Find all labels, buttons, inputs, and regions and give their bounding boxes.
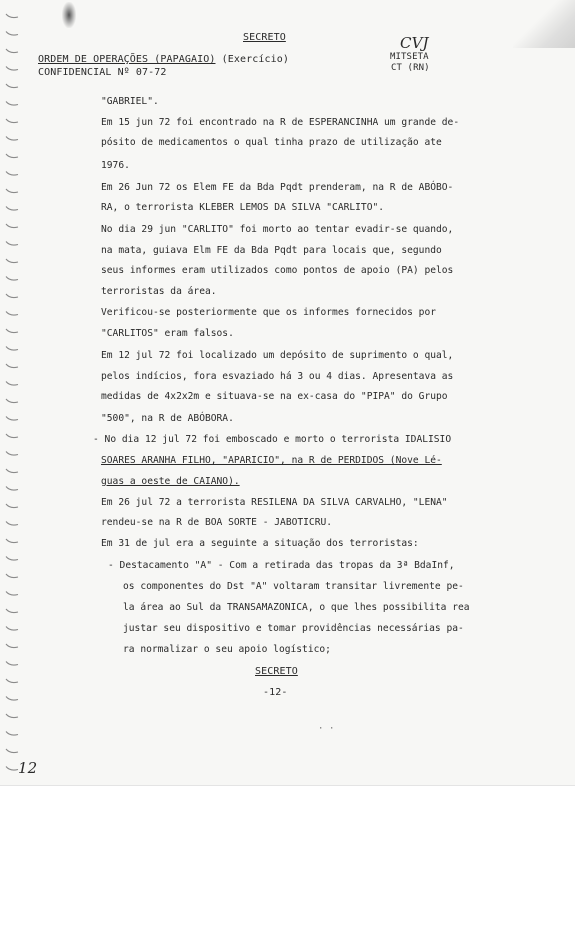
body-line: Verificou-se posteriormente que os informes fornecidos por (101, 307, 437, 318)
body-line: Em 26 Jun 72 os Elem FE da Bda Pqdt prenderam, na R de ABÓBO- (101, 182, 454, 193)
binder-hole-mark (6, 522, 18, 526)
document-title-suffix: (Exercício) (215, 54, 289, 65)
binder-hole-mark (6, 487, 18, 491)
binder-hole-mark (6, 207, 18, 211)
binder-hole-mark (6, 137, 18, 141)
body-line: seus informes eram utilizados como pontos de apoio (PA) pelos (101, 265, 454, 276)
page-number: -12- (263, 687, 288, 698)
body-line: SOARES ARANHA FILHO, "APARICIO", na R de PERDIDOS (Nove Lé- (101, 455, 442, 466)
body-line: pelos indícios, fora esvaziado há 3 ou 4 dias. Apresentava as (101, 371, 454, 382)
binder-hole-mark (6, 277, 18, 281)
body-line: "500", na R de ABÓBORA. (101, 413, 234, 424)
stamp-line-2: CT (RN) (391, 63, 430, 73)
binder-hole-mark (6, 592, 18, 596)
binder-hole-mark (6, 399, 18, 403)
binder-hole-mark (6, 732, 18, 736)
binder-hole-mark (6, 539, 18, 543)
binder-hole-mark (6, 329, 18, 333)
binder-hole-mark (6, 504, 18, 508)
binder-hole-mark (6, 469, 18, 473)
binder-hole-mark (6, 364, 18, 368)
binder-hole-mark (6, 557, 18, 561)
body-line: No dia 29 jun "CARLITO" foi morto ao tentar evadir-se quando, (101, 224, 454, 235)
binder-hole-mark (6, 417, 18, 421)
body-line: 1976. (101, 160, 130, 171)
body-line: Em 31 de jul era a seguinte a situação dos terroristas: (101, 538, 419, 549)
binder-hole-mark (6, 574, 18, 578)
body-line: - Destacamento "A" - Com a retirada das tropas da 3ª BdaInf, (108, 560, 455, 571)
binder-hole-mark (6, 32, 18, 36)
body-line: os componentes do Dst "A" voltaram transitar livremente pe- (123, 581, 464, 592)
binder-hole-mark (6, 312, 18, 316)
binder-hole-mark (6, 452, 18, 456)
document-title (38, 54, 289, 65)
body-line: Em 26 jul 72 a terrorista RESILENA DA SILVA CARVALHO, "LENA" (101, 497, 448, 508)
stamp-line-1: MITSETA (390, 52, 429, 62)
binder-hole-mark (6, 662, 18, 666)
body-line: Em 15 jun 72 foi encontrado na R de ESPERANCINHA um grande de- (101, 117, 460, 128)
body-line: justar seu dispositivo e tomar providências necessárias pa- (123, 623, 464, 634)
binder-hole-mark (6, 67, 18, 71)
body-line: "CARLITOS" eram falsos. (101, 328, 234, 339)
body-line: pósito de medicamentos o qual tinha prazo de utilização ate (101, 137, 442, 148)
binder-hole-mark (6, 49, 18, 53)
stray-marks: · · (318, 724, 335, 734)
body-line: ra normalizar o seu apoio logístico; (123, 644, 331, 655)
binder-hole-mark (6, 242, 18, 246)
handwritten-page-number: 12 (18, 759, 38, 777)
binder-hole-mark (6, 627, 18, 631)
body-line: - No dia 12 jul 72 foi emboscado e morto o terrorista IDALISIO (93, 434, 452, 445)
binder-hole-mark (6, 119, 18, 123)
body-line: "GABRIEL". (101, 96, 159, 107)
binder-hole-mark (6, 609, 18, 613)
binder-hole-mark (6, 102, 18, 106)
binder-hole-mark (6, 714, 18, 718)
body-line: terroristas da área. (101, 286, 217, 297)
ink-smudge (62, 2, 76, 28)
binder-hole-mark (6, 749, 18, 753)
binder-hole-mark (6, 767, 18, 771)
binder-hole-mark (6, 644, 18, 648)
footer-classification: SECRETO (255, 666, 298, 677)
binder-hole-mark (6, 294, 18, 298)
body-line: guas a oeste de CAIANO). (101, 476, 240, 487)
binder-holes (0, 0, 28, 785)
binder-hole-mark (6, 382, 18, 386)
binder-hole-mark (6, 259, 18, 263)
binder-hole-mark (6, 84, 18, 88)
binder-hole-mark (6, 154, 18, 158)
binder-hole-mark (6, 434, 18, 438)
body-line: RA, o terrorista KLEBER LEMOS DA SILVA "CARLITO". (101, 202, 385, 213)
handwritten-initials: CVJ (400, 34, 429, 52)
body-line: Em 12 jul 72 foi localizado um depósito de suprimento o qual, (101, 350, 454, 361)
body-line: na mata, guiava Elm FE da Bda Pqdt para locais que, segundo (101, 245, 442, 256)
header-classification: SECRETO (243, 32, 286, 43)
binder-hole-mark (6, 224, 18, 228)
binder-hole-mark (6, 14, 18, 18)
document-title-main: ORDEM DE OPERAÇÕES (PAPAGAIO) (38, 54, 216, 65)
binder-hole-mark (6, 697, 18, 701)
body-line: medidas de 4x2x2m e situava-se na ex-casa do "PIPA" do Grupo (101, 391, 448, 402)
binder-hole-mark (6, 189, 18, 193)
folded-corner (513, 0, 575, 48)
binder-hole-mark (6, 347, 18, 351)
document-subtitle: CONFIDENCIAL Nº 07-72 (38, 67, 167, 78)
body-line: rendeu-se na R de BOA SORTE - JABOTICRU. (101, 517, 333, 528)
binder-hole-mark (6, 172, 18, 176)
binder-hole-mark (6, 679, 18, 683)
body-line: la área ao Sul da TRANSAMAZONICA, o que lhes possibilita rea (123, 602, 470, 613)
